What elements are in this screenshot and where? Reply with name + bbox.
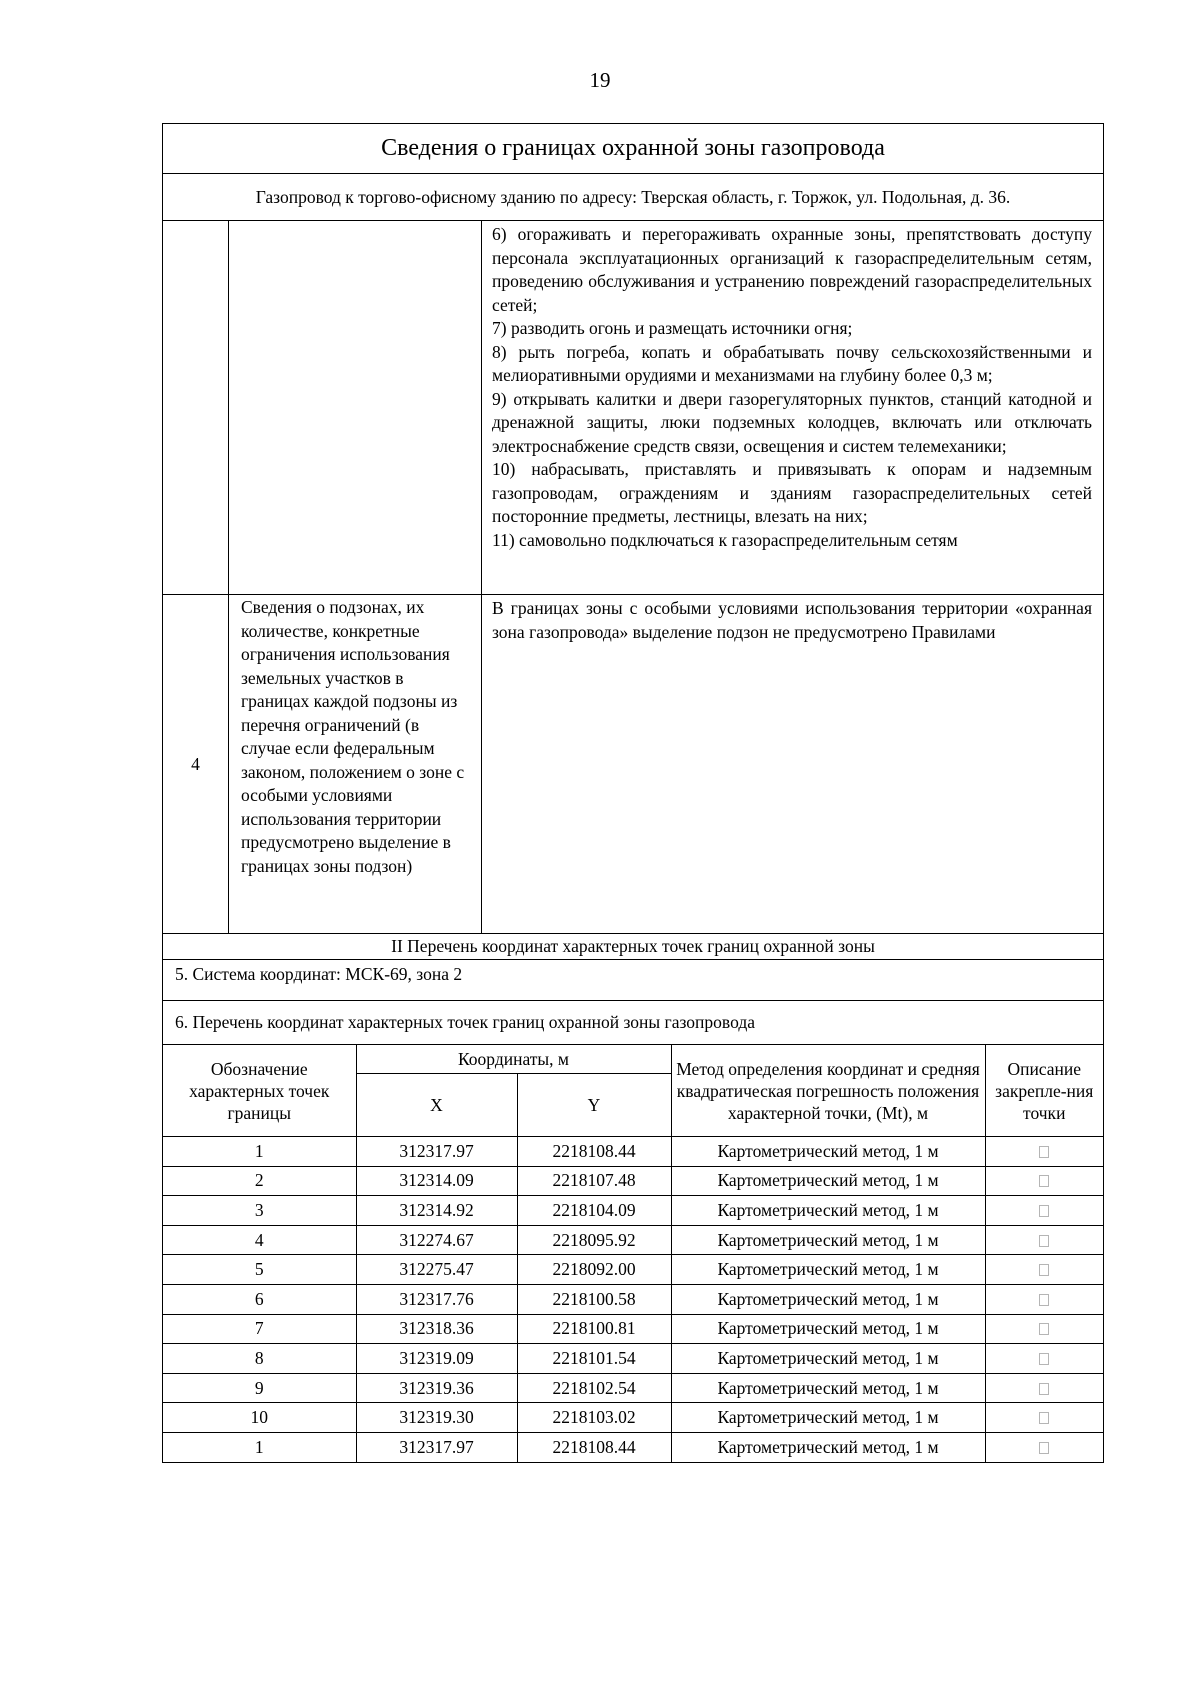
point-method: Картометрический метод, 1 м bbox=[671, 1196, 985, 1226]
table-row bbox=[163, 1432, 1103, 1461]
header-x: X bbox=[356, 1074, 517, 1137]
restriction-item: 11) самовольно подключаться к газораспределительным сетям bbox=[492, 529, 958, 550]
restrictions-list bbox=[482, 221, 1103, 594]
row-number-empty bbox=[163, 221, 229, 594]
zone-info-table bbox=[162, 123, 1104, 1463]
point-fixing bbox=[985, 1344, 1103, 1374]
point-id: 1 bbox=[163, 1137, 356, 1167]
point-method: Картометрический метод, 1 м bbox=[671, 1344, 985, 1374]
subzones-row-number: 4 bbox=[163, 595, 229, 933]
object-description: Газопровод к торгово-офисному зданию по адресу: Тверская область, г. Торжок, ул. Подольная, д. 36. bbox=[163, 174, 1103, 221]
empty-square-icon bbox=[1039, 1205, 1049, 1217]
point-y: 2218100.58 bbox=[517, 1284, 671, 1314]
point-fixing bbox=[985, 1137, 1103, 1167]
header-method: Метод определения координат и средняя квадратическая погрешность положения характерной точки, (Mt), м bbox=[671, 1045, 985, 1137]
point-y: 2218101.54 bbox=[517, 1344, 671, 1374]
restriction-item: 6) огораживать и перегораживать охранные зоны, препятствовать доступу персонала эксплуатационных организаций к газораспределительным сетям, проведению обслуживания и устранению повреждений газораспределительных сетей; bbox=[492, 224, 1092, 315]
header-coordinates: Координаты, м bbox=[356, 1045, 671, 1074]
table-row bbox=[163, 1137, 1103, 1167]
empty-square-icon bbox=[1039, 1175, 1049, 1187]
point-method: Картометрический метод, 1 м bbox=[671, 1255, 985, 1285]
point-x: 312319.36 bbox=[356, 1373, 517, 1403]
point-id: 8 bbox=[163, 1344, 356, 1374]
table-row bbox=[163, 1255, 1103, 1285]
table-row bbox=[163, 1166, 1103, 1196]
point-y: 2218100.81 bbox=[517, 1314, 671, 1344]
point-y: 2218103.02 bbox=[517, 1403, 671, 1433]
point-fixing bbox=[985, 1403, 1103, 1433]
point-fixing bbox=[985, 1255, 1103, 1285]
section-2-title: II Перечень координат характерных точек границ охранной зоны bbox=[163, 934, 1103, 960]
point-method: Картометрический метод, 1 м bbox=[671, 1166, 985, 1196]
point-x: 312319.09 bbox=[356, 1344, 517, 1374]
point-y: 2218092.00 bbox=[517, 1255, 671, 1285]
restriction-item: 7) разводить огонь и размещать источники огня; bbox=[492, 318, 853, 338]
page-number: 19 bbox=[589, 68, 611, 92]
point-y: 2218107.48 bbox=[517, 1166, 671, 1196]
table-row bbox=[163, 1344, 1103, 1374]
point-y: 2218104.09 bbox=[517, 1196, 671, 1226]
subzones-label: Сведения о подзонах, их количестве, конкретные ограничения использования земельных участков в границах каждой подзоны из перечня ограничений (в случае если федеральным законом, положением о зоне с особыми условиями использования территории предусмотрено выделение в границах зоны подзон) bbox=[229, 595, 482, 933]
table-row bbox=[163, 1225, 1103, 1255]
point-x: 312314.09 bbox=[356, 1166, 517, 1196]
point-id: 5 bbox=[163, 1255, 356, 1285]
point-fixing bbox=[985, 1196, 1103, 1226]
empty-square-icon bbox=[1039, 1442, 1049, 1454]
subzones-row bbox=[163, 595, 1103, 934]
empty-square-icon bbox=[1039, 1264, 1049, 1276]
point-method: Картометрический метод, 1 м bbox=[671, 1432, 985, 1461]
point-id: 1 bbox=[163, 1432, 356, 1461]
empty-square-icon bbox=[1039, 1294, 1049, 1306]
point-y: 2218108.44 bbox=[517, 1137, 671, 1167]
point-method: Картометрический метод, 1 м bbox=[671, 1403, 985, 1433]
point-method: Картометрический метод, 1 м bbox=[671, 1284, 985, 1314]
point-y: 2218108.44 bbox=[517, 1432, 671, 1461]
restriction-item: 10) набрасывать, приставлять и привязывать к опорам и надземным газопроводам, ограждениям и зданиям газораспределительных сетей посторонние предметы, лестницы, влезать на них; bbox=[492, 459, 1092, 526]
restriction-item: 9) открывать калитки и двери газорегуляторных пунктов, станций катодной и дренажной защиты, люки подземных колодцев, включать или отключать электроснабжение средств связи, освещения и систем телемеханики; bbox=[492, 388, 1092, 456]
point-x: 312274.67 bbox=[356, 1225, 517, 1255]
restrictions-continued-row bbox=[163, 221, 1103, 595]
point-id: 6 bbox=[163, 1284, 356, 1314]
empty-square-icon bbox=[1039, 1353, 1049, 1365]
empty-square-icon bbox=[1039, 1412, 1049, 1424]
point-id: 7 bbox=[163, 1314, 356, 1344]
table-row bbox=[163, 1373, 1103, 1403]
table-row bbox=[163, 1284, 1103, 1314]
point-x: 312319.30 bbox=[356, 1403, 517, 1433]
row-label-empty bbox=[229, 221, 482, 594]
table-row bbox=[163, 1196, 1103, 1226]
empty-square-icon bbox=[1039, 1146, 1049, 1158]
point-fixing bbox=[985, 1225, 1103, 1255]
point-id: 9 bbox=[163, 1373, 356, 1403]
point-x: 312314.92 bbox=[356, 1196, 517, 1226]
header-designation: Обозначение характерных точек границы bbox=[163, 1045, 356, 1137]
header-y: Y bbox=[517, 1074, 671, 1137]
document-title: Сведения о границах охранной зоны газопровода bbox=[163, 124, 1103, 174]
point-fixing bbox=[985, 1432, 1103, 1461]
point-fixing bbox=[985, 1284, 1103, 1314]
point-method: Картометрический метод, 1 м bbox=[671, 1225, 985, 1255]
point-x: 312275.47 bbox=[356, 1255, 517, 1285]
subzones-value: В границах зоны с особыми условиями использования территории «охранная зона газопровода» выделение подзон не предусмотрено Правилами bbox=[492, 598, 1092, 642]
point-y: 2218095.92 bbox=[517, 1225, 671, 1255]
restriction-item: 8) рыть погреба, копать и обрабатывать почву сельскохозяйственными и мелиоративными орудиями и механизмами на глубину более 0,3 м; bbox=[492, 341, 1092, 385]
point-id: 3 bbox=[163, 1196, 356, 1226]
point-x: 312317.97 bbox=[356, 1137, 517, 1167]
empty-square-icon bbox=[1039, 1235, 1049, 1247]
point-x: 312317.76 bbox=[356, 1284, 517, 1314]
empty-square-icon bbox=[1039, 1323, 1049, 1335]
table-row bbox=[163, 1403, 1103, 1433]
point-x: 312318.36 bbox=[356, 1314, 517, 1344]
empty-square-icon bbox=[1039, 1383, 1049, 1395]
coordinate-system: 5. Система координат: МСК-69, зона 2 bbox=[163, 960, 1103, 1001]
points-list-title: 6. Перечень координат характерных точек границ охранной зоны газопровода bbox=[163, 1001, 1103, 1045]
point-y: 2218102.54 bbox=[517, 1373, 671, 1403]
point-method: Картометрический метод, 1 м bbox=[671, 1137, 985, 1167]
point-method: Картометрический метод, 1 м bbox=[671, 1373, 985, 1403]
point-id: 10 bbox=[163, 1403, 356, 1433]
header-description: Описание закрепле-ния точки bbox=[985, 1045, 1103, 1137]
table-row bbox=[163, 1314, 1103, 1344]
point-fixing bbox=[985, 1373, 1103, 1403]
point-fixing bbox=[985, 1166, 1103, 1196]
points-table-wrapper bbox=[163, 1045, 1103, 1462]
point-id: 4 bbox=[163, 1225, 356, 1255]
point-fixing bbox=[985, 1314, 1103, 1344]
point-x: 312317.97 bbox=[356, 1432, 517, 1461]
point-id: 2 bbox=[163, 1166, 356, 1196]
point-method: Картометрический метод, 1 м bbox=[671, 1314, 985, 1344]
points-table bbox=[163, 1045, 1103, 1462]
